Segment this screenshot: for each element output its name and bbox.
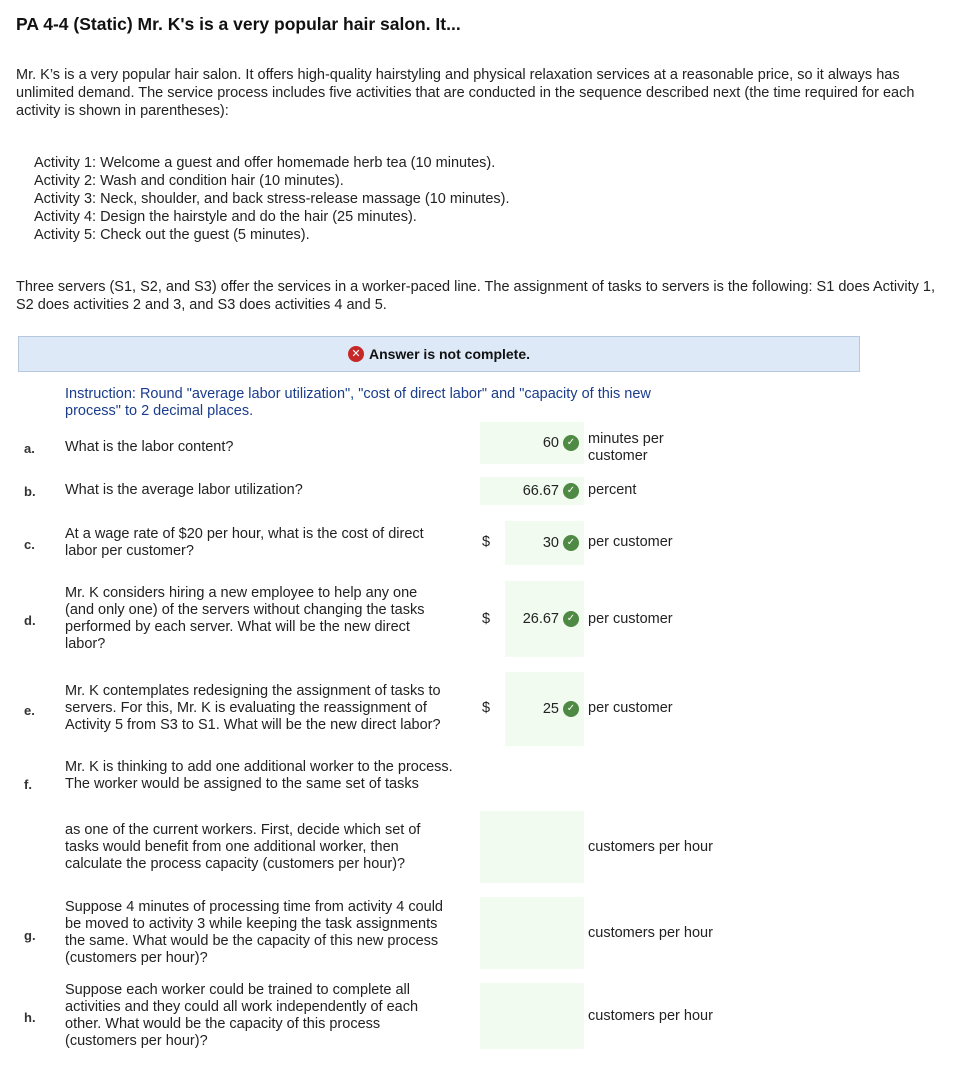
question-text: Suppose 4 minutes of processing time from activity 4 could be moved to activity 3 while keeping the task assignments the same. What would be the capacity of this new process (customers per hour)? [65,899,443,966]
answer-field-g[interactable] [480,897,584,969]
question-text-continued: as one of the current workers. First, decide which set of tasks would benefit from one additional worker, then calculate the process capacity (customers per hour)? [65,822,421,872]
answer-unit: per customer [588,534,673,550]
answer-field-d[interactable] [505,581,584,657]
answer-field-e[interactable] [505,672,584,746]
question-letter: a. [24,441,35,456]
question-letter: b. [24,484,36,499]
check-circle-icon: ✓ [563,535,579,551]
question-letter: h. [24,1010,36,1025]
intro-paragraph: Mr. K’s is a very popular hair salon. It offers high-quality hairstyling and physical relaxation services at a reasonable price, so it always has unlimited demand. The service process includes five activities that are conducted in the sequence described next (the time required for each activity is shown in parentheses): [16,67,915,119]
answer-value: 25 [542,701,559,717]
answer-field-f[interactable] [480,811,584,883]
x-circle-icon: ✕ [348,346,364,362]
currency-symbol: $ [482,534,491,550]
question-text: What is the average labor utilization? [65,482,303,498]
answer-value: 26.67 [522,611,559,627]
activity-item: Activity 3: Neck, shoulder, and back stress-release massage (10 minutes). [34,191,510,207]
answer-field-h[interactable] [480,983,584,1049]
activity-item: Activity 2: Wash and condition hair (10 minutes). [34,173,344,189]
answer-field-c[interactable] [505,521,584,565]
question-text: Mr. K is thinking to add one additional worker to the process. The worker would be assigned to the same set of tasks [65,759,453,792]
question-text: Mr. K contemplates redesigning the assignment of tasks to servers. For this, Mr. K is evaluating the reassignment of Activity 5 from S3 to S1. What will be the new direct labor? [65,683,441,733]
answer-field-a[interactable] [480,422,584,464]
answer-value: 30 [542,535,559,551]
answer-value: 66.67 [522,483,559,499]
question-text: At a wage rate of $20 per hour, what is the cost of direct labor per customer? [65,526,424,559]
check-circle-icon: ✓ [563,611,579,627]
answer-field-b[interactable] [480,477,584,505]
activity-item: Activity 5: Check out the guest (5 minutes). [34,227,310,243]
answer-unit: customers per hour [588,839,713,855]
question-letter: e. [24,703,35,718]
check-circle-icon: ✓ [563,701,579,717]
activity-list [34,154,509,244]
question-letter: f. [24,777,32,792]
currency-symbol: $ [482,611,491,627]
question-text: What is the labor content? [65,439,234,455]
answer-unit: customers per hour [588,925,713,941]
check-circle-icon: ✓ [563,483,579,499]
answer-unit: minutes per customer [588,431,664,464]
activity-item: Activity 1: Welcome a guest and offer homemade herb tea (10 minutes). [34,155,496,171]
banner-text: Answer is not complete. [368,346,531,362]
question-text: Mr. K considers hiring a new employee to help any one (and only one) of the servers without changing the tasks performed by each server. What will be the new direct labor? [65,585,425,652]
answer-unit: percent [588,482,637,498]
answer-unit: customers per hour [588,1008,713,1024]
servers-paragraph: Three servers (S1, S2, and S3) offer the services in a worker-paced line. The assignment of tasks to servers is the following: S1 does Activity 1, S2 does activities 2 and 3, and S3 does activities 4 and 5. [16,279,936,313]
answer-unit: per customer [588,611,673,627]
page-title: PA 4-4 (Static) Mr. K's is a very popular hair salon. It... [16,14,461,34]
check-circle-icon: ✓ [563,435,579,451]
instruction-text: Instruction: Round "average labor utilization", "cost of direct labor" and "capacity of this new process" to 2 decimal places. [65,386,651,419]
answer-unit: per customer [588,700,673,716]
question-letter: d. [24,613,36,628]
answer-value: 60 [542,435,559,451]
currency-symbol: $ [482,700,491,716]
question-letter: c. [24,537,35,552]
question-letter: g. [24,928,36,943]
activity-item: Activity 4: Design the hairstyle and do the hair (25 minutes). [34,209,417,225]
question-text: Suppose each worker could be trained to complete all activities and they could all work independently of each other. What would be the capacity of this process (customers per hour)? [65,982,419,1049]
answer-status-banner [18,336,860,372]
